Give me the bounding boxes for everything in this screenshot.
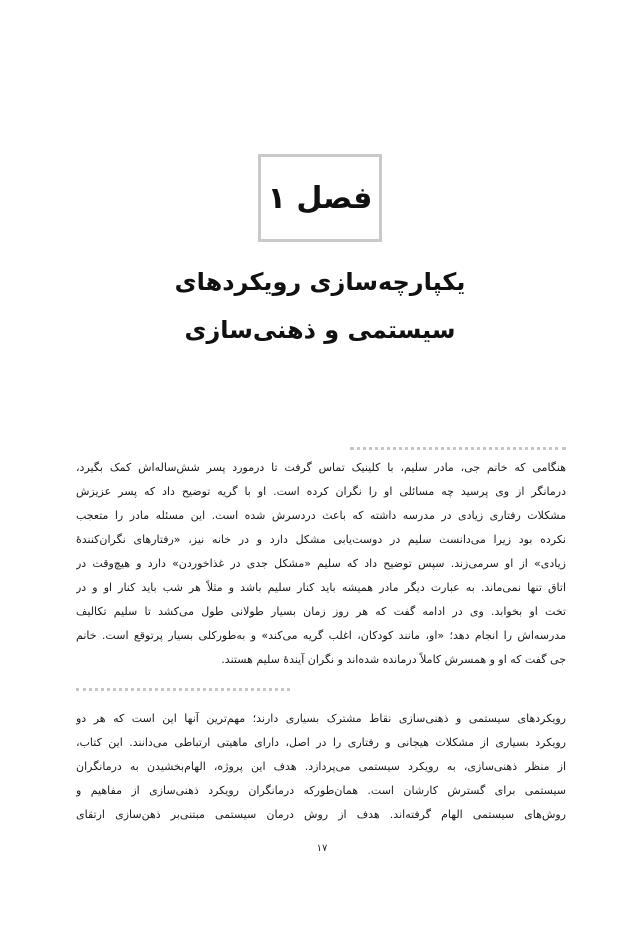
text-line: تخت او بخوابد. وی در ادامه گفت که هر روز زمان بسیار طولانی طول می‌کشد تا سلیم تکالیف bbox=[76, 605, 566, 618]
chapter-label: فصل ۱ bbox=[267, 180, 373, 216]
page-number: ۱۷ bbox=[316, 843, 328, 854]
text-line: رویکرد بسیاری از مشکلات هیجانی و رفتاری را در اصل، دارای ماهیتی ارتباطی می‌دانند. این کتاب، bbox=[76, 736, 566, 749]
text-line: زیادی» از او سرمی‌زند. سپس توضیح داد که سلیم «مشکل جدی در غذاخوردن» دارد و هیچ‌وقت در bbox=[76, 557, 566, 570]
case-box-bottom-rule bbox=[76, 688, 290, 691]
text-line: از منظر ذهنی‌سازی، به رویکرد سیستمی می‌پردازد. هدف این پروژه، الهام‌بخشیدن به درمانگران bbox=[76, 760, 566, 773]
text-line: رویکردهای سیستمی و ذهنی‌سازی نقاط مشترک بسیاری دارند؛ مهم‌ترین آنها این است که هر دو bbox=[76, 712, 566, 725]
text-line: اتاق تنها نمی‌ماند. به عبارت دیگر مادر همیشه باید کنار سلیم باشد و مثلاً هر شب باید کنار او و در bbox=[76, 581, 566, 594]
text-line: مشکلات رفتاری زیادی در مدرسه داشته که باعث دردسرش شده است. این مسئله مادر را متعجب bbox=[76, 509, 566, 522]
text-line: نکرده بود زیرا می‌دانست سلیم در دوست‌یابی مشکل دارد و در خانه نیز، «رفتارهای نگران‌کنندهٔ bbox=[76, 533, 566, 546]
chapter-title-line-2: سیستمی و ذهنی‌سازی bbox=[184, 316, 456, 344]
text-line: جی گفت که او و همسرش کاملاً درمانده شده‌اند و نگران آیندهٔ سلیم هستند. bbox=[221, 653, 566, 666]
text-line: مدرسه‌اش را انجام دهد؛ «او، مانند کودکان، اغلب گریه می‌کند» و به‌طورکلی بسیار پرتوقع است. خانم bbox=[76, 629, 566, 642]
text-line: سیستمی برای گسترش کارشان است. همان‌طورکه درمانگران رویکرد ذهنی‌سازی از مفاهیم و bbox=[76, 784, 566, 797]
text-line: درمانگر از وی پرسید چه مسائلی او را نگران کرده است. او با گریه توضیح داد که پسر عزیزش bbox=[76, 485, 566, 498]
case-box-top-rule bbox=[350, 447, 566, 450]
text-line: روش‌های سیستمی الهام گرفته‌اند. هدف از روش درمان سیستمی مبتنی‌بر ذهن‌سازی ارتقای bbox=[76, 808, 566, 821]
text-line: هنگامی که خانم جی، مادر سلیم، با کلینیک تماس گرفت تا درمورد پسر شش‌ساله‌اش کمک بگیرد، bbox=[76, 461, 566, 474]
case-example-paragraph bbox=[76, 456, 566, 672]
intro-paragraph bbox=[76, 707, 566, 827]
chapter-title-line-1: یکپارچه‌سازی رویکردهای bbox=[174, 268, 466, 296]
chapter-heading-box bbox=[258, 154, 382, 242]
